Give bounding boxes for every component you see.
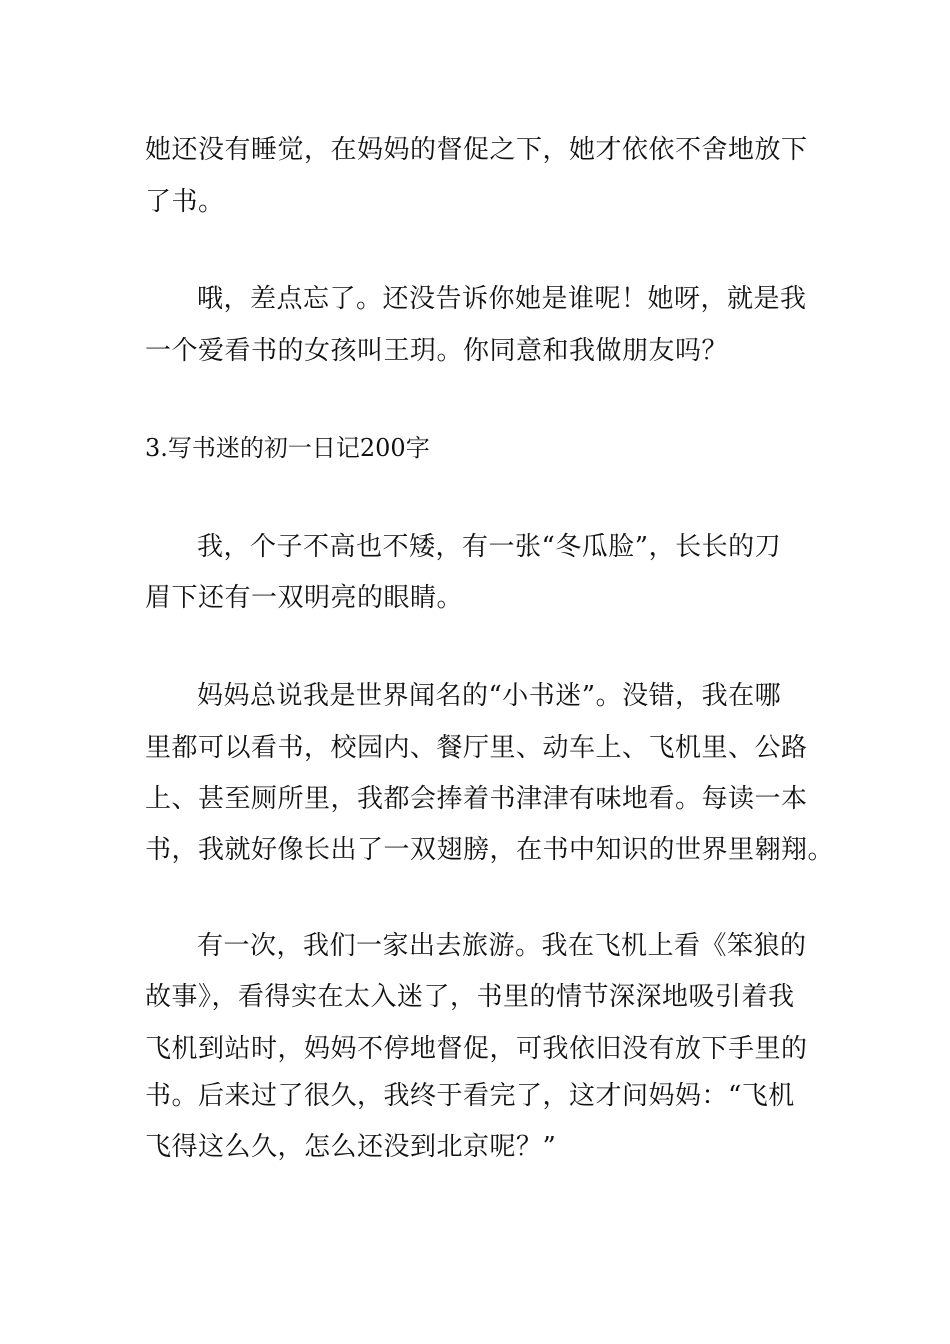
text-line: 妈妈总说我是世界闻名的“小书迷”。没错，我在哪 [197, 681, 782, 711]
text-line: 我，个子不高也不矮，有一张“冬瓜脸”，长长的刀 [197, 532, 782, 562]
text-line: 了书。 [145, 187, 225, 217]
text-line: 故事》，看得实在太入迷了，书里的情节深深地吸引着我 [145, 982, 795, 1012]
text-line: 眉下还有一双明亮的眼睛。 [145, 583, 464, 613]
text-line: 她还没有睡觉，在妈妈的督促之下，她才依依不舍地放下 [145, 135, 808, 165]
text-line: 上、甚至厕所里，我都会捧着书津津有味地看。每读一本 [145, 784, 808, 814]
text-line: 书，我就好像长出了一双翅膀，在书中知识的世界里翱翔。 [145, 835, 835, 865]
text-line: 一个爱看书的女孩叫王玥。你同意和我做朋友吗？ [145, 336, 729, 366]
text-line: 里都可以看书，校园内、餐厅里、动车上、飞机里、公路 [145, 733, 808, 763]
text-line: 飞得这么久，怎么还没到北京呢？” [145, 1132, 557, 1162]
text-line: 飞机到站时，妈妈不停地督促，可我依旧没有放下手里的 [145, 1034, 808, 1064]
text-line: 哦，差点忘了。还没告诉你她是谁呢！她呀，就是我 [197, 284, 807, 314]
section-heading: 3.写书迷的初一日记200字 [145, 434, 430, 462]
text-line: 书。后来过了很久，我终于看完了，这才问妈妈：“飞机 [145, 1081, 795, 1111]
text-line: 有一次，我们一家出去旅游。我在飞机上看《笨狼的 [197, 931, 807, 961]
